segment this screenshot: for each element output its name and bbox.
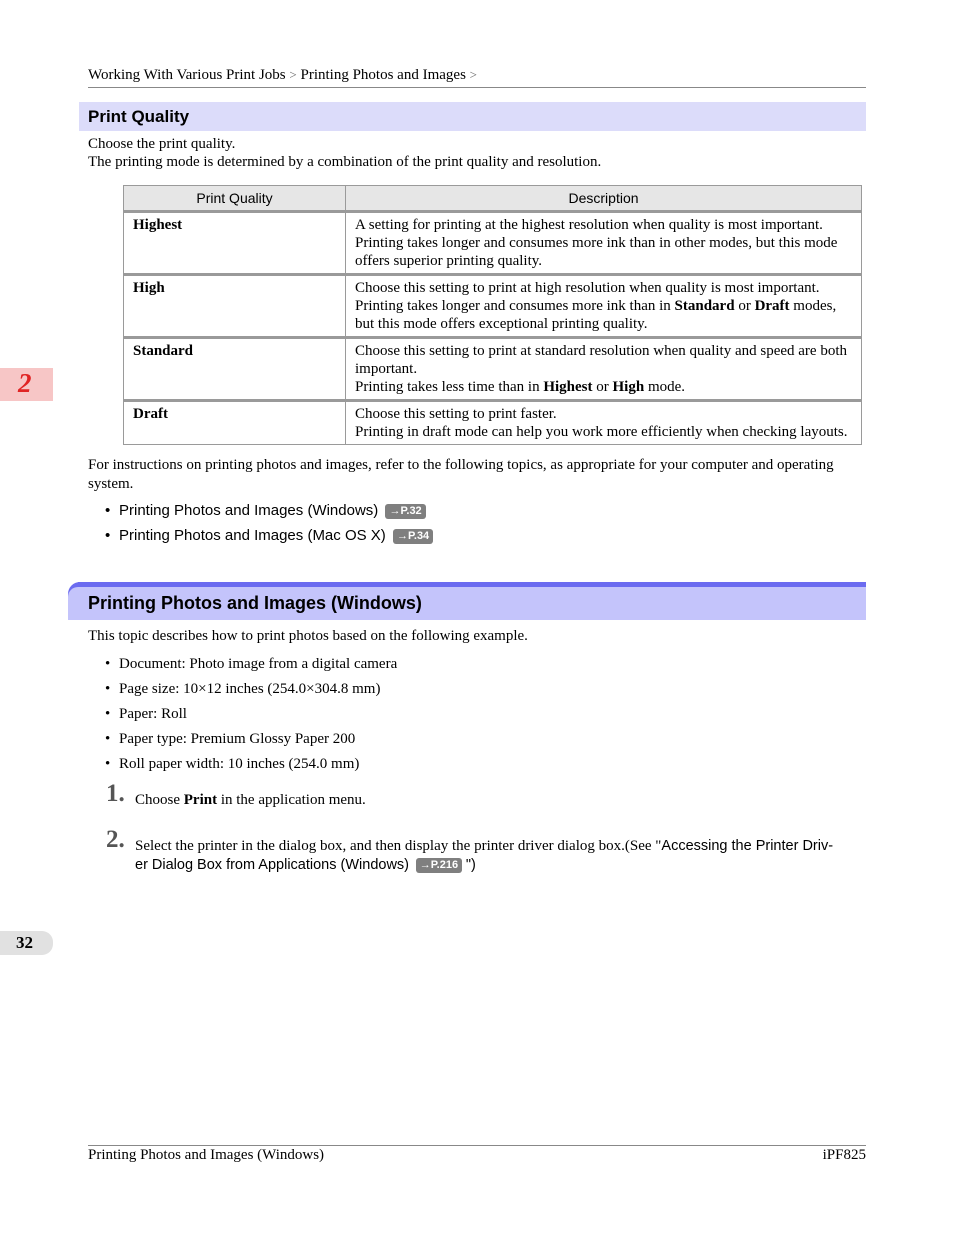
list-item — [105, 680, 380, 698]
description-line: Choose this setting to print at high resolution when quality is most important. — [355, 280, 820, 296]
quality-description — [346, 275, 862, 338]
cross-reference-link[interactable]: Accessing the Printer Driv- — [661, 838, 834, 854]
step-number: 2. — [106, 826, 125, 853]
column-header: Description — [346, 186, 862, 212]
description-emphasis: Highest — [543, 379, 593, 395]
breadcrumb-separator: > — [289, 67, 297, 82]
step-text-part: Select the printer in the dialog box, and then display the printer driver dialog box.(See " — [135, 838, 662, 854]
bullet-icon: • — [105, 527, 111, 544]
description-text: Printing takes less time than in — [355, 379, 540, 395]
bullet-icon: • — [105, 756, 111, 772]
description-line: Choose this setting to print faster. — [355, 406, 557, 422]
bullet-icon: • — [105, 731, 111, 747]
print-quality-table — [123, 185, 862, 445]
cross-reference-link[interactable]: er Dialog Box from Applications (Windows) — [135, 857, 409, 873]
description-line: Printing takes longer and consumes more ink than in other modes, but this mode — [355, 235, 838, 251]
list-item-text: Paper: Roll — [119, 706, 187, 722]
page-reference-link[interactable]: →P.32 — [385, 504, 425, 519]
table-row — [124, 401, 862, 445]
list-item-text: Paper type: Premium Glossy Paper 200 — [119, 731, 356, 747]
step-line — [135, 856, 870, 875]
breadcrumb-item[interactable]: Working With Various Print Jobs — [88, 67, 286, 83]
breadcrumb-separator: > — [469, 67, 478, 82]
page-reference-link[interactable]: →P.216 — [416, 858, 462, 873]
step-text-part: Choose — [135, 792, 180, 808]
description-line: Choose this setting to print at standard resolution when quality and speed are both — [355, 343, 847, 359]
step-text-emphasis: Print — [183, 792, 218, 808]
quality-name: Highest — [124, 212, 346, 275]
description-text: Printing takes longer and consumes more ink than in — [355, 298, 671, 314]
list-item — [105, 705, 187, 723]
section-heading-printing-photos-windows — [68, 582, 866, 620]
description-line — [355, 378, 852, 396]
intro-text — [88, 135, 601, 171]
description-line: important. — [355, 361, 418, 377]
quality-description — [346, 401, 862, 445]
quality-name: Standard — [124, 338, 346, 401]
page-number-tab — [0, 931, 53, 955]
description-line: Printing in draft mode can help you work more efficiently when checking layouts. — [355, 424, 848, 440]
topic-link[interactable]: Printing Photos and Images (Windows) — [119, 502, 379, 519]
breadcrumb — [88, 67, 477, 84]
list-item — [105, 755, 359, 773]
step-number: 1. — [106, 780, 125, 807]
table-header-row — [124, 186, 862, 212]
description-line: A setting for printing at the highest resolution when quality is most important. — [355, 217, 823, 233]
section-title: Printing Photos and Images (Windows) — [88, 593, 422, 613]
description-text: or — [738, 298, 751, 314]
quality-description — [346, 338, 862, 401]
description-text: mode. — [647, 379, 686, 395]
table-row — [124, 212, 862, 275]
section-heading-print-quality — [79, 102, 866, 131]
instructions-line: system. — [88, 476, 134, 492]
description-emphasis: High — [612, 379, 645, 395]
list-item-text: Page size: 10×12 inches (254.0×304.8 mm) — [119, 681, 381, 697]
step-text-part: in the application menu. — [220, 792, 366, 808]
breadcrumb-item[interactable]: Printing Photos and Images — [300, 67, 466, 83]
description-line: but this mode offers exceptional printing quality. — [355, 316, 648, 332]
chapter-tab[interactable] — [0, 368, 53, 401]
description-line — [355, 297, 852, 315]
table-row — [124, 338, 862, 401]
bullet-icon: • — [105, 706, 111, 722]
quality-name: High — [124, 275, 346, 338]
header-divider — [88, 87, 866, 88]
bullet-icon: • — [105, 656, 111, 672]
intro-line: The printing mode is determined by a combination of the print quality and resolution. — [88, 154, 602, 170]
bullet-icon: • — [105, 681, 111, 697]
footer-divider — [88, 1145, 866, 1146]
list-item — [105, 502, 426, 519]
step-line — [135, 837, 870, 856]
list-item — [105, 527, 433, 544]
section-intro: This topic describes how to print photos based on the following example. — [88, 628, 528, 644]
page-reference-link[interactable]: →P.34 — [393, 529, 433, 544]
description-text: or — [596, 379, 609, 395]
description-emphasis: Draft — [754, 298, 790, 314]
topic-link[interactable]: Printing Photos and Images (Mac OS X) — [119, 527, 386, 544]
footer-model: iPF825 — [822, 1147, 866, 1163]
bullet-icon: • — [105, 502, 111, 519]
list-item — [105, 730, 355, 748]
instructions-text — [88, 456, 834, 494]
instructions-line: For instructions on printing photos and images, refer to the following topics, as appropriate for your computer and operating — [88, 457, 834, 473]
description-line: offers superior printing quality. — [355, 253, 543, 269]
footer-title: Printing Photos and Images (Windows) — [88, 1147, 325, 1163]
quality-description — [346, 212, 862, 275]
list-item-text: Document: Photo image from a digital camera — [119, 656, 398, 672]
quality-name: Draft — [124, 401, 346, 445]
step-text — [135, 837, 870, 875]
table-row — [124, 275, 862, 338]
chapter-number: 2 — [18, 368, 32, 398]
list-item — [105, 655, 397, 673]
step-text-part: ") — [465, 857, 476, 873]
section-title: Print Quality — [88, 107, 190, 126]
description-text: modes, — [793, 298, 837, 314]
description-emphasis: Standard — [674, 298, 735, 314]
column-header: Print Quality — [124, 186, 346, 212]
intro-line: Choose the print quality. — [88, 136, 236, 152]
page-number: 32 — [16, 933, 33, 952]
step-text — [135, 791, 366, 809]
list-item-text: Roll paper width: 10 inches (254.0 mm) — [119, 756, 360, 772]
